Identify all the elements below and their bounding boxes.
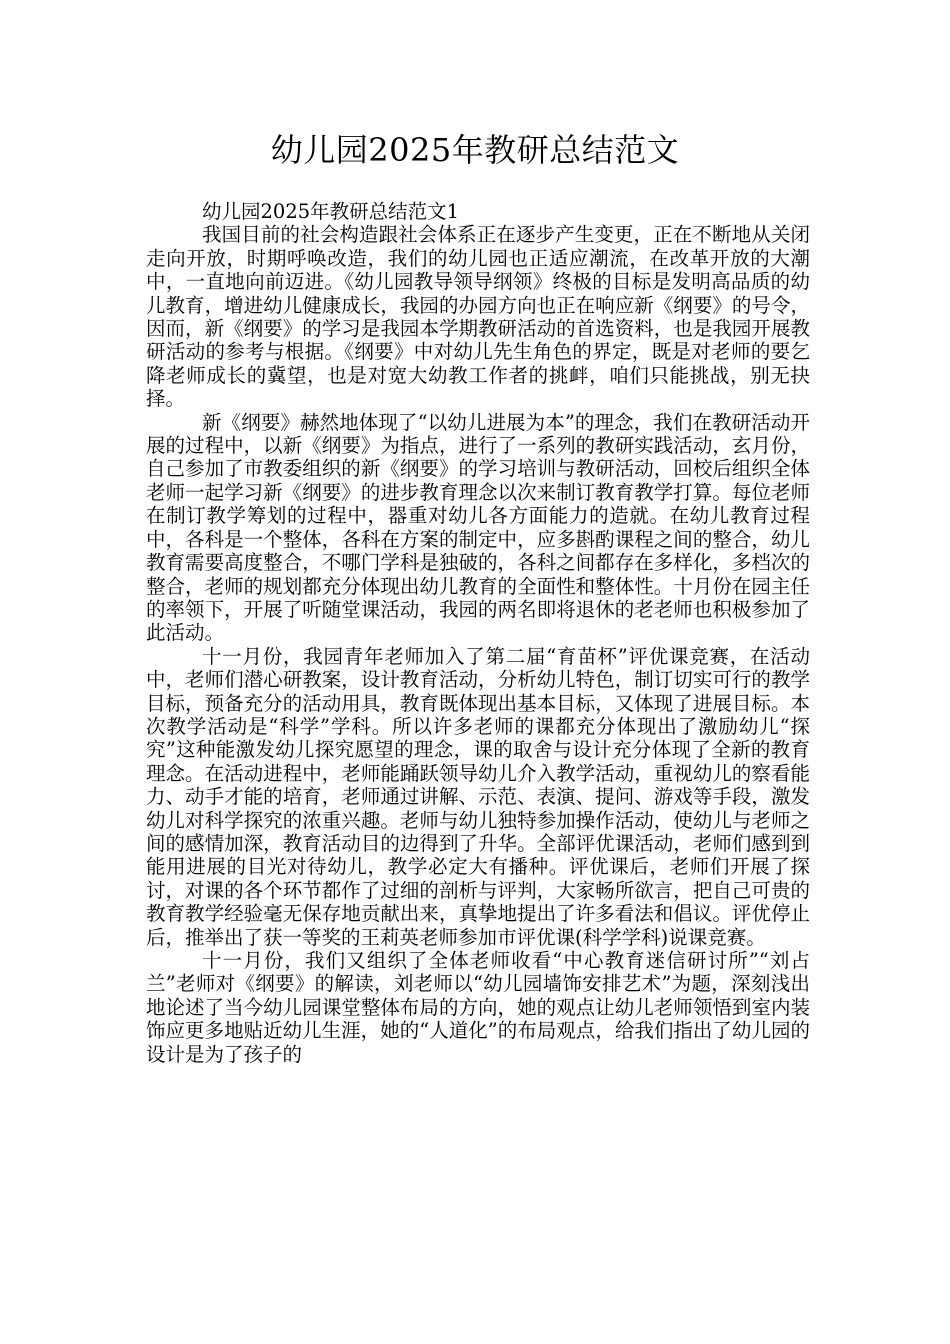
- paragraph: 十一月份，我们又组织了全体老师收看“中心教育迷信研讨所”“刘占兰”老师对《纲要》的解读，刘老师以“幼儿园墙饰安排艺术”为题，深刻浅出地论述了当今幼儿园课堂整体布局的方向，她的观点让幼儿老师领悟到室内装饰应更多地贴近幼儿生涯，她的“人道化”的布局观点，给我们指出了幼儿园的设计是为了孩子的: [146, 949, 810, 1066]
- paragraph: 我国目前的社会构造跟社会体系正在逐步产生变更，正在不断地从关闭走向开放，时期呼唤改造，我们的幼儿园也正适应潮流，在改革开放的大潮中，一直地向前迈进。《幼儿园教导领导纲领》终极的目标是发明高品质的幼儿教育，增进幼儿健康成长，我园的办园方向也正在响应新《纲要》的号令，因而，新《纲要》的学习是我园本学期教研活动的首选资料，也是我园开展教研活动的参考与根据。《纲要》中对幼儿先生角色的界定，既是对老师的要乞降老师成长的冀望，也是对宽大幼教工作者的挑衅，咱们只能挑战，别无抉择。: [146, 223, 810, 411]
- paragraph: 十一月份，我园青年老师加入了第二届“育苗杯”评优课竞赛，在活动中，老师们潜心研教案，设计教育活动，分析幼儿特色，制订切实可行的教学目标，预备充分的活动用具，教育既体现出基本目标，又体现了进展目标。本次教学活动是“科学”学科。所以许多老师的课都充分体现出了激励幼儿“探究”这种能激发幼儿探究愿望的理念，课的取舍与设计充分体现了全新的教育理念。在活动进程中，老师能踊跃领导幼儿介入教学活动，重视幼儿的察看能力、动手才能的培育，老师通过讲解、示范、表演、提问、游戏等手段，激发幼儿对科学探究的浓重兴趣。老师与幼儿独特参加操作活动，使幼儿与老师之间的感情加深，教育活动目的边得到了升华。全部评优课活动，老师们感到到能用进展的目光对待幼儿，教学必定大有播种。评优课后，老师们开展了探讨，对课的各个环节都作了过细的剖析与评判，大家畅所欲言，把自己可贵的教育教学经验毫无保存地贡献出来，真挚地提出了许多看法和倡议。评优停止后，推举出了获一等奖的王莉英老师参加市评优课(科学学科)说课竞赛。: [146, 644, 810, 949]
- paragraph: 新《纲要》赫然地体现了“以幼儿进展为本”的理念，我们在教研活动开展的过程中，以新《纲要》为指点，进行了一系列的教研实践活动，玄月份，自己参加了市教委组织的新《纲要》的学习培训与教研活动，回校后组织全体老师一起学习新《纲要》的进步教育理念以次来制订教育教学打算。每位老师在制订教学筹划的过程中，器重对幼儿各方面能力的造就。在幼儿教育过程中，各科是一个整体，各科在方案的制定中，应多斟酌课程之间的整合，幼儿教育需要高度整合，不哪门学科是独破的，各科之间都存在多样化，多档次的整合，老师的规划都充分体现出幼儿教育的全面性和整体性。十月份在园主任的率领下，开展了听随堂课活动，我园的两名即将退休的老老师也积极参加了此活动。: [146, 410, 810, 645]
- document-body: [146, 200, 810, 1066]
- document-title: 幼儿园2025年教研总结范文: [270, 131, 680, 169]
- section-subtitle: 幼儿园2025年教研总结范文1: [202, 200, 460, 223]
